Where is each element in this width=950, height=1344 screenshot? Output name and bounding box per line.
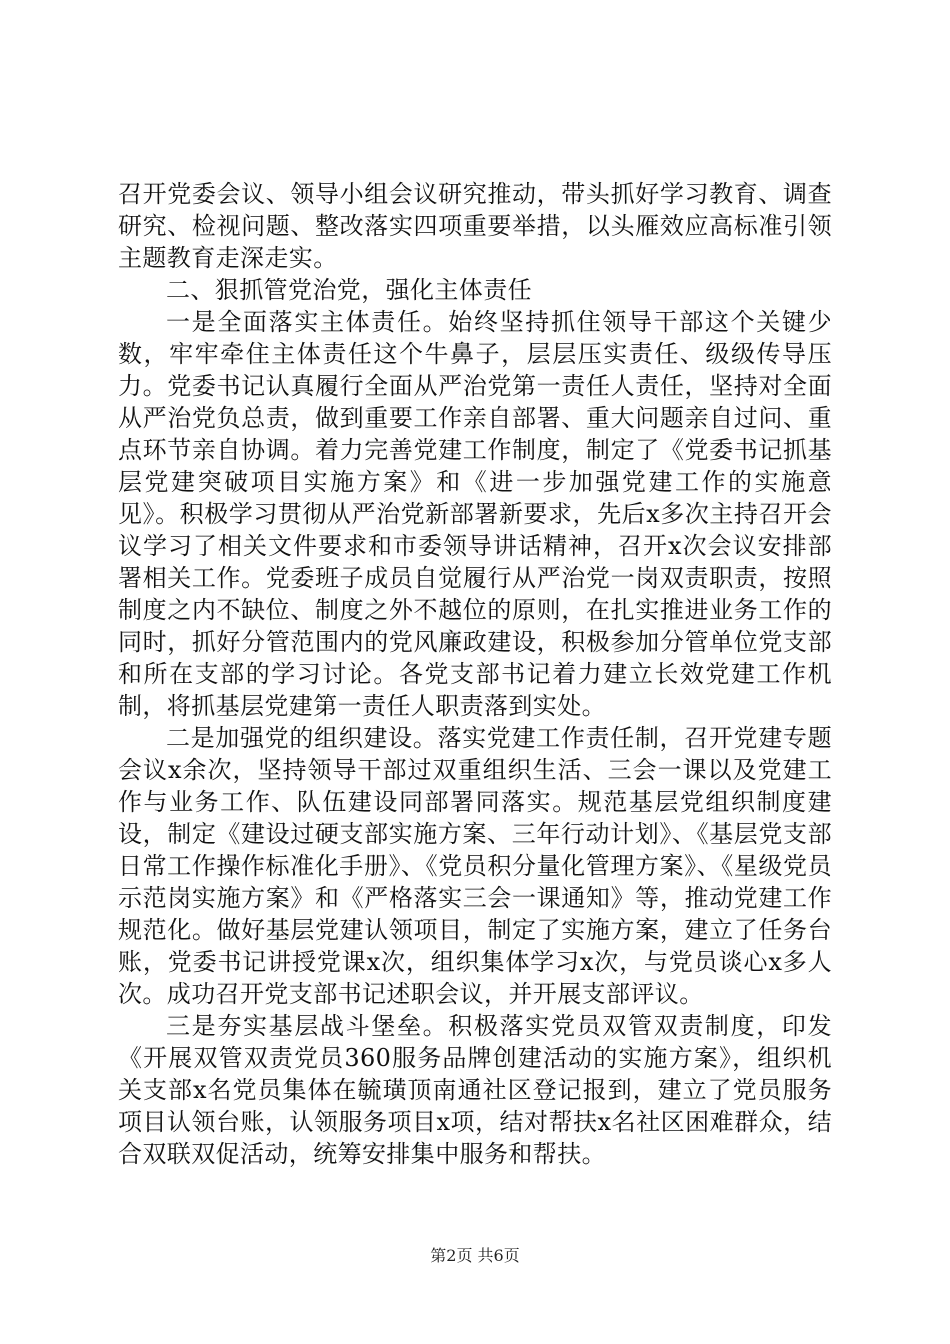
page-footer: 第2页 共6页 <box>430 1246 520 1265</box>
section-heading: 二、狠抓管党治党，强化主体责任 <box>166 276 532 304</box>
paragraph-continuation: 召开党委会议、领导小组会议研究推动，带头抓好学习教育、调查研究、检视问题、整改落实四项重要举措，以头雁效应高标准引领主题教育走深走实。 <box>118 180 832 272</box>
document-body <box>118 178 832 1170</box>
paragraph-main-responsibility: 一是全面落实主体责任。始终坚持抓住领导干部这个关键少数，牢牢牵住主体责任这个牛鼻子，层层压实责任、级级传导压力。党委书记认真履行全面从严治党第一责任人责任，坚持对全面从严治党负总责，做到重要工作亲自部署、重大问题亲自过问、重点环节亲自协调。着力完善党建工作制度，制定了《党委书记抓基层党建突破项目实施方案》和《进一步加强党建工作的实施意见》。积极学习贯彻从严治党新部署新要求，先后x多次主持召开会议学习了相关文件要求和市委领导讲话精神，召开x次会议安排部署相关工作。党委班子成员自觉履行从严治党一岗双责职责，按照制度之内不缺位、制度之外不越位的原则，在扎实推进业务工作的同时，抓好分管范围内的党风廉政建设，积极参加分管单位党支部和所在支部的学习讨论。各党支部书记着力建立长效党建工作机制，将抓基层党建第一责任人职责落到实处。 <box>118 308 832 720</box>
paragraph-grassroots-fortress: 三是夯实基层战斗堡垒。积极落实党员双管双责制度，印发《开展双管双责党员360服务品牌创建活动的实施方案》，组织机关支部x名党员集体在毓璜顶南通社区登记报到，建立了党员服务项目认领台账，认领服务项目x项，结对帮扶x名社区困难群众，结合双联双促活动，统筹安排集中服务和帮扶。 <box>118 1012 832 1168</box>
paragraph-organization-building: 二是加强党的组织建设。落实党建工作责任制，召开党建专题会议x余次，坚持领导干部过双重组织生活、三会一课以及党建工作与业务工作、队伍建设同部署同落实。规范基层党组织制度建设，制定《建设过硬支部实施方案、三年行动计划》、《基层党支部日常工作操作标准化手册》、《党员积分量化管理方案》、《星级党员示范岗实施方案》和《严格落实三会一课通知》等，推动党建工作规范化。做好基层党建认领项目，制定了实施方案，建立了任务台账，党委书记讲授党课x次，组织集体学习x次，与党员谈心x多人次。成功召开党支部书记述职会议，并开展支部评议。 <box>118 724 832 1008</box>
